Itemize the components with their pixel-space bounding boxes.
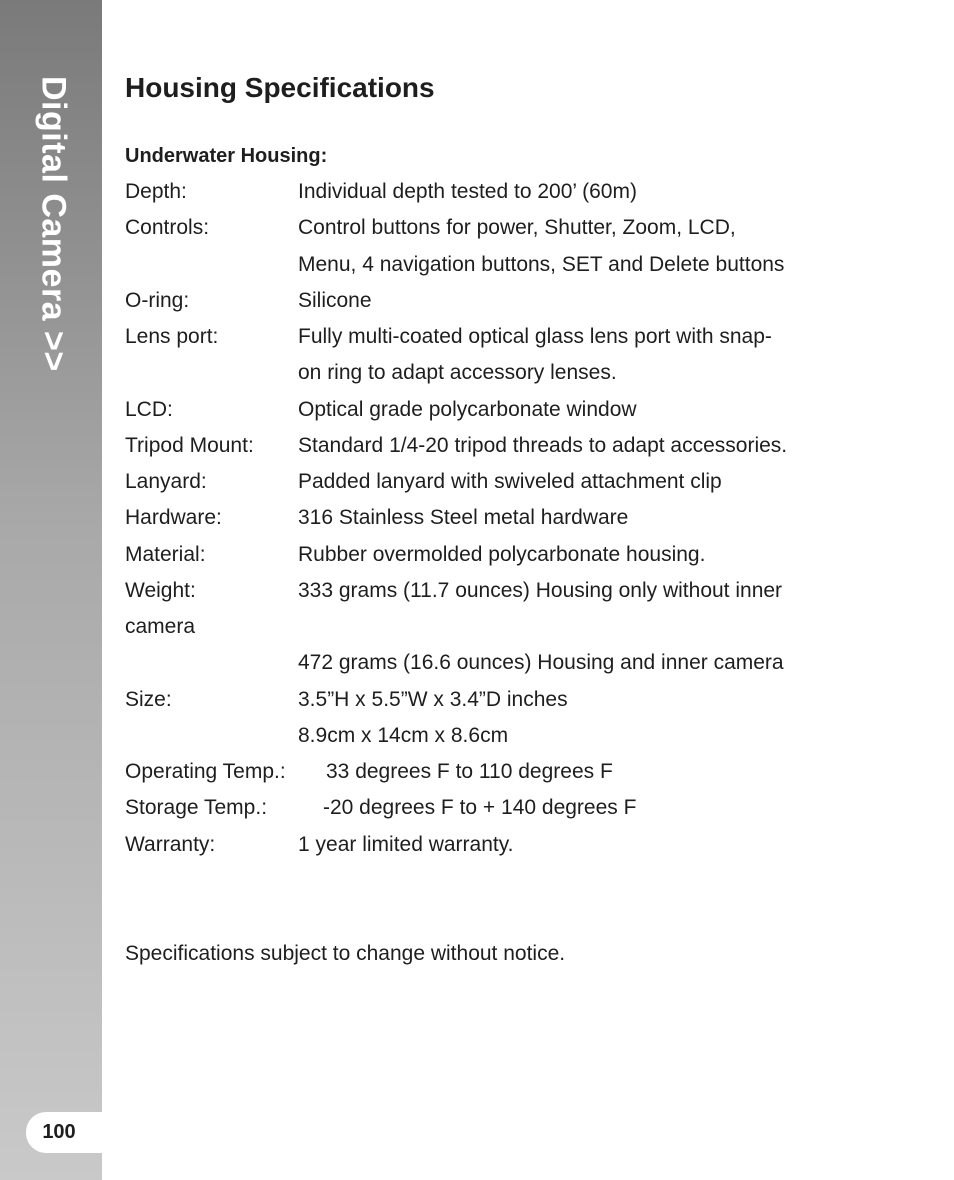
spec-value-controls-1: Control buttons for power, Shutter, Zoom, LCD, [298, 216, 736, 239]
spec-label-lcd: LCD: [125, 398, 173, 421]
spec-weight-wrap: camera [125, 615, 196, 638]
section-title: Underwater Housing: [125, 145, 328, 167]
spec-label-controls: Controls: [125, 216, 210, 239]
spec-label-warranty: Warranty: [125, 833, 216, 856]
spec-value-operating-temp: 33 degrees F to 110 degrees F [326, 760, 613, 783]
spec-value-tripod-mount: Standard 1/4-20 tripod threads to adapt accessories. [298, 434, 788, 457]
spec-value-depth: Individual depth tested to 200’ (60m) [298, 180, 637, 203]
spec-value-size-1: 3.5”H x 5.5”W x 3.4”D inches [298, 688, 568, 711]
spec-label-size: Size: [125, 688, 172, 711]
spec-value-hardware: 316 Stainless Steel metal hardware [298, 506, 629, 529]
footer-note: Specifications subject to change without notice. [125, 942, 566, 965]
sidebar [0, 0, 102, 1180]
spec-label-tripod-mount: Tripod Mount: [125, 434, 254, 457]
spec-value-controls-2: Menu, 4 navigation buttons, SET and Delete buttons [298, 253, 785, 276]
spec-label-storage-temp: Storage Temp.: [125, 796, 268, 819]
spec-value-weight-2: 472 grams (16.6 ounces) Housing and inner camera [298, 651, 784, 674]
page-number: 100 [42, 1121, 76, 1143]
spec-label-material: Material: [125, 543, 206, 566]
spec-label-lanyard: Lanyard: [125, 470, 207, 493]
spec-value-weight-1: 333 grams (11.7 ounces) Housing only without inner [298, 579, 783, 602]
sidebar-title: Digital Camera >> [34, 76, 73, 372]
spec-value-size-2: 8.9cm x 14cm x 8.6cm [298, 724, 509, 747]
spec-value-storage-temp: -20 degrees F to + 140 degrees F [323, 796, 637, 819]
spec-value-lens-port-2: on ring to adapt accessory lenses. [298, 361, 617, 384]
spec-value-warranty: 1 year limited warranty. [298, 833, 514, 856]
spec-value-lens-port-1: Fully multi-coated optical glass lens port with snap- [298, 325, 772, 348]
spec-label-lens-port: Lens port: [125, 325, 219, 348]
page-title: Housing Specifications [125, 72, 435, 103]
spec-label-operating-temp: Operating Temp.: [125, 760, 286, 783]
spec-label-oring: O-ring: [125, 289, 190, 312]
spec-label-hardware: Hardware: [125, 506, 222, 529]
spec-value-lanyard: Padded lanyard with swiveled attachment clip [298, 470, 722, 493]
spec-label-weight: Weight: [125, 579, 196, 602]
spec-value-material: Rubber overmolded polycarbonate housing. [298, 543, 706, 566]
spec-value-lcd: Optical grade polycarbonate window [298, 398, 637, 421]
spec-value-oring: Silicone [298, 289, 372, 312]
spec-label-depth: Depth: [125, 180, 187, 203]
